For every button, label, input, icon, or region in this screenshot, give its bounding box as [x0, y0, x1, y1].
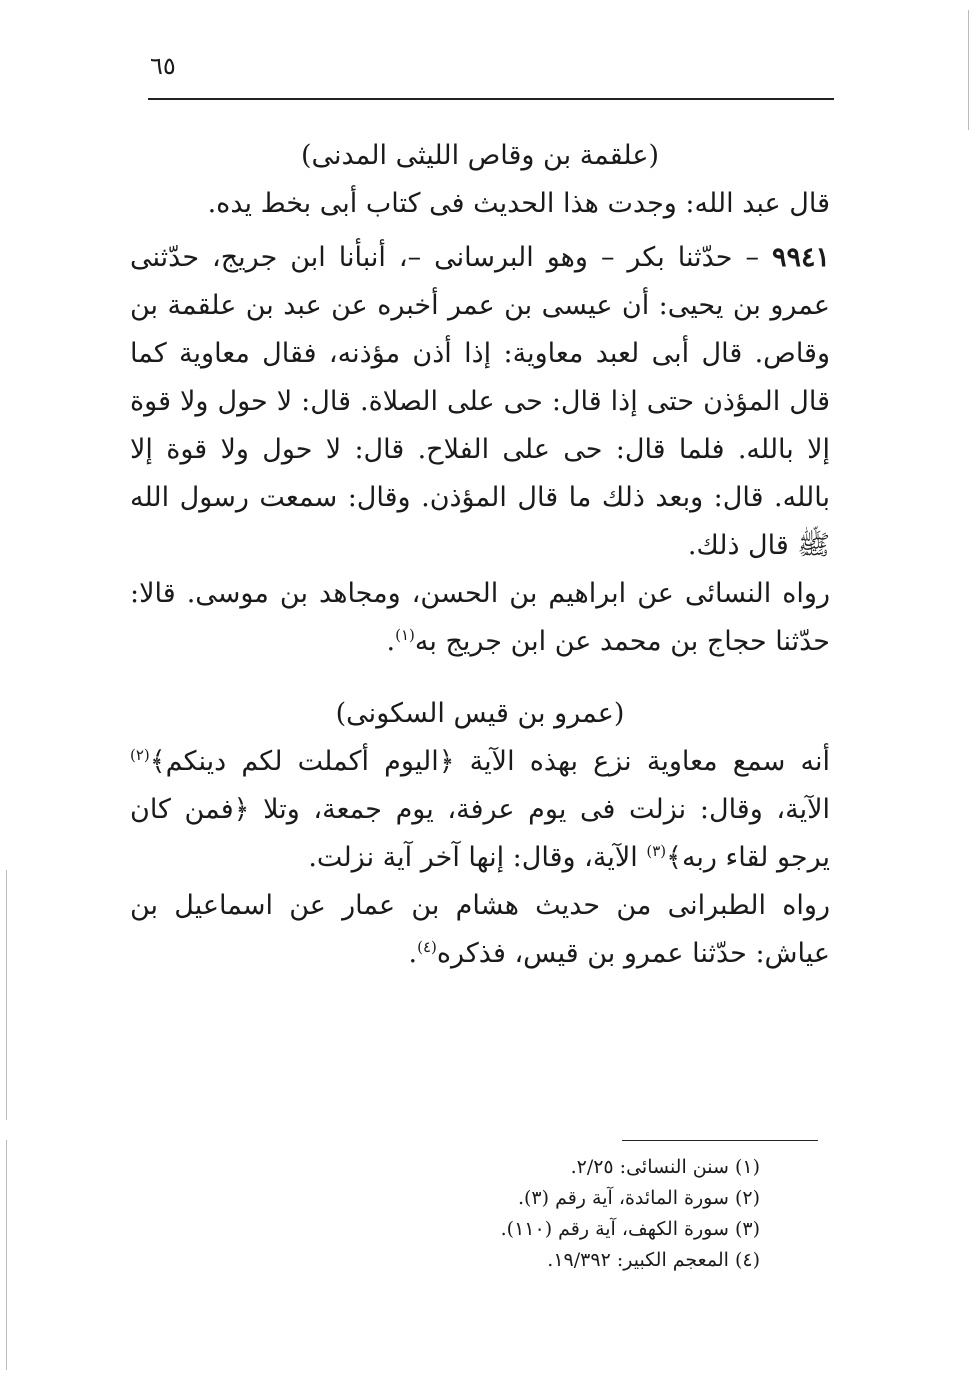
footnote: (٤) المعجم الكبير: ١٩/٣٩٢. — [547, 1249, 760, 1271]
footnote: (١) سنن النسائى: ٢/٢٥. — [570, 1156, 760, 1178]
hadith-paragraph — [130, 234, 830, 570]
footnotes — [380, 1152, 760, 1276]
footnote-rule — [622, 1140, 818, 1141]
narration-paragraph — [130, 738, 830, 882]
riwaya-paragraph — [130, 882, 830, 978]
spacer — [130, 666, 830, 690]
riwaya-text: رواه الطبرانى من حديث هشام بن عمار عن اسماعيل بن عياش: حدّثنا عمرو بن قيس، فذكره — [130, 890, 830, 969]
hadith-number: ٩٩٤١ — [771, 242, 830, 273]
editor-note: قال عبد الله: وجدت هذا الحديث فى كتاب أبى بخط يده. — [207, 188, 830, 219]
end-mark: . — [386, 626, 396, 657]
footnote-ref: (١) — [395, 626, 415, 644]
footnote: (٢) سورة المائدة، آية رقم (٣). — [517, 1187, 760, 1209]
narration-text: أنه سمع معاوية نزع بهذه الآية ﴿اليوم أكملت لكم دينكم﴾ — [149, 746, 830, 777]
footnote: (٣) سورة الكهف، آية رقم (١١٠). — [500, 1218, 760, 1240]
scan-edge-mark — [6, 1140, 7, 1370]
footnote-ref: (٣) — [646, 842, 667, 860]
scan-edge-mark — [6, 870, 7, 1120]
footnote-ref: (٢) — [130, 746, 150, 764]
header-rule — [148, 98, 834, 100]
narration-text: الآية، وقال: نزلت فى يوم عرفة، يوم جمعة، وتلا ﴿فمن كان يرجو لقاء ربه﴾ — [130, 794, 830, 873]
page-number: ٦٥ — [150, 52, 176, 80]
riwaya-text: رواه النسائى عن ابراهيم بن الحسن، ومجاهد بن موسى. قالا: حدّثنا حجاج بن محمد عن ابن جريج به — [130, 578, 830, 657]
narration-text: الآية، وقال: إنها آخر آية نزلت. — [308, 842, 647, 873]
main-text — [130, 132, 830, 978]
riwaya-paragraph — [130, 570, 830, 666]
end-mark: . — [408, 938, 418, 969]
hadith-first-line: – حدّثنا بكر – وهو البرسانى –، أنبأنا ابن جريج، — [212, 242, 759, 273]
section-title: (علقمة بن وقاص الليثى المدنى) — [300, 140, 660, 171]
section-title: (عمرو بن قيس السكونى) — [335, 698, 625, 729]
hadith-body: حدّثنى عمرو بن يحيى: أن عيسى بن عمر أخبره عن عبد بن علقمة بن وقاص. قال أبى لعبد معاوية: إذا أذن مؤذنه، فقال معاوية كما قال المؤذن حتى إذا قال: حى على الصلاة. قال: لا حول ولا قوة إلا بالله. فلما قال: حى على الفلاح. قال: لا حول ولا قوة إلا بالله. قال: وبعد ذلك ما قال المؤذن. وقال: سمعت رسول الله ﷺ قال ذلك. — [130, 242, 830, 561]
footnote-ref: (٤) — [417, 938, 437, 956]
scan-edge-mark — [968, 10, 969, 130]
